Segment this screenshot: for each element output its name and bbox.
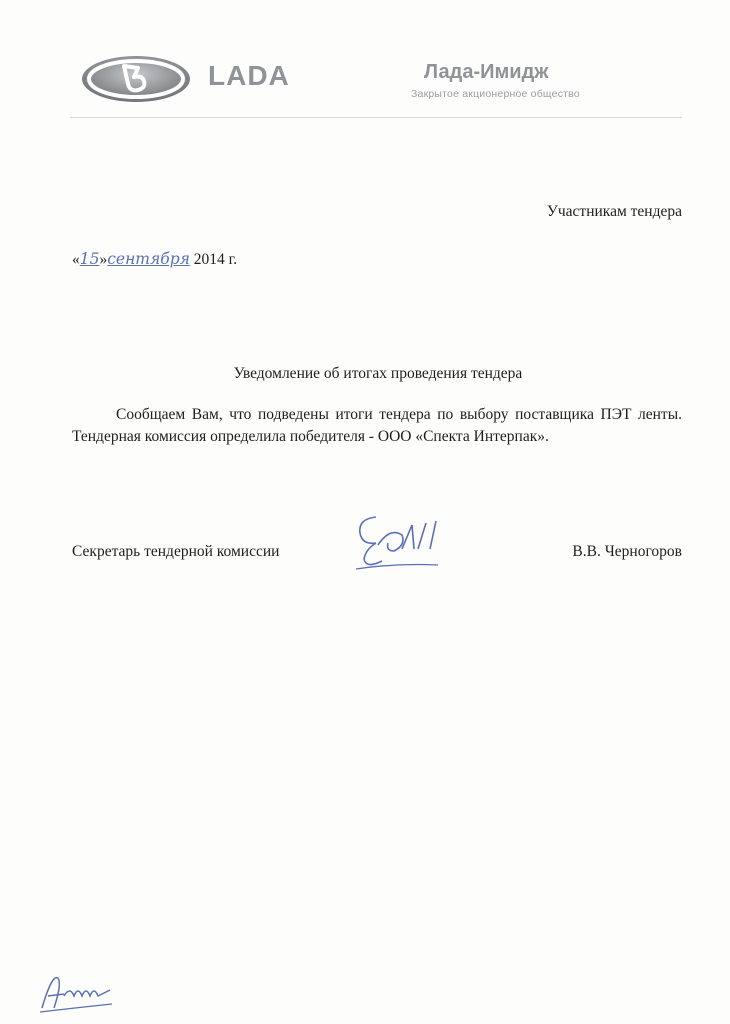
- company-name: Лада-Имидж: [424, 61, 549, 83]
- date-year: 2014 г.: [193, 251, 238, 268]
- date-month: сентября: [107, 250, 190, 268]
- signer-role: Секретарь тендерной комиссии: [72, 543, 280, 560]
- signer-name: В.В. Черногоров: [572, 543, 682, 560]
- initials-icon: [34, 968, 118, 1016]
- document-title: Уведомление об итогах проведения тендера: [233, 365, 523, 382]
- addressee: Участникам тендера: [546, 203, 682, 220]
- date-close-quote: »: [99, 251, 108, 268]
- date-day: 15: [79, 250, 100, 268]
- lada-logo-icon: [80, 54, 192, 104]
- date-open-quote: «: [72, 251, 80, 268]
- date-line: [72, 249, 237, 270]
- body-paragraph: Сообщаем Вам, что подведены итоги тендера по выбору поставщика ПЭТ ленты. Тендерная комиссия определила победителя - ООО «Спекта Интерпак».: [72, 406, 682, 445]
- signature-icon: [346, 505, 456, 575]
- header-divider: [70, 117, 682, 118]
- company-type: Закрытое акционерное общество: [411, 88, 580, 100]
- brand-wordmark: LADA: [208, 60, 290, 91]
